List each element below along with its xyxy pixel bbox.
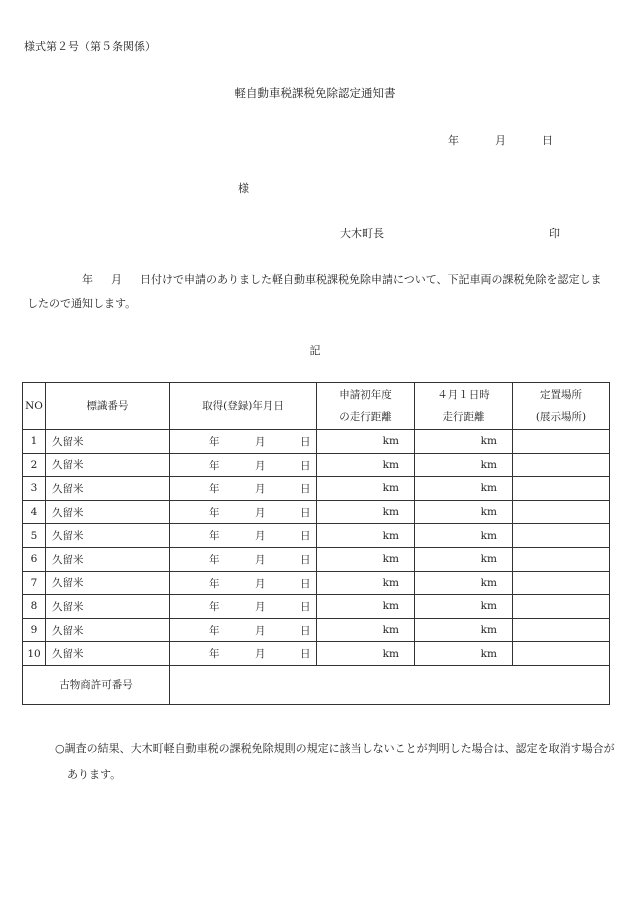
issue-date: [448, 132, 589, 148]
location-cell[interactable]: [513, 571, 610, 595]
plate-number[interactable]: 久留米: [46, 571, 170, 595]
day-unit: 日: [300, 577, 311, 590]
acquired-date[interactable]: [170, 595, 317, 619]
april-distance[interactable]: km: [415, 571, 513, 595]
body-year-unit: 年: [82, 273, 93, 286]
row-number: 3: [23, 477, 46, 501]
april-distance[interactable]: km: [415, 618, 513, 642]
month-unit: 月: [255, 483, 266, 496]
body-text: 日付けで申請のありました軽自動車税課税免除申請について、下記車両の課税免除を認定しましたので通知します。: [27, 273, 602, 310]
year-unit: 年: [209, 483, 220, 496]
location-cell[interactable]: [513, 500, 610, 524]
initial-distance[interactable]: km: [317, 618, 415, 642]
month-unit: 月: [255, 459, 266, 472]
table-header-row: [23, 383, 610, 430]
location-cell[interactable]: [513, 430, 610, 454]
month-unit: 月: [255, 648, 266, 661]
addressee-suffix: 様: [238, 182, 249, 195]
document-title: 軽自動車税課税免除認定通知書: [234, 86, 396, 100]
location-cell[interactable]: [513, 453, 610, 477]
year-unit: 年: [209, 459, 220, 472]
table-row: [23, 595, 610, 619]
plate-number[interactable]: 久留米: [46, 453, 170, 477]
year-unit: 年: [209, 506, 220, 519]
header-april-distance: [415, 383, 513, 430]
note: ○調査の結果、大木町軽自動車税の課税免除規則の規定に該当しないことが判明した場合は、認定を取消す場合があります。: [55, 742, 615, 781]
initial-distance[interactable]: km: [317, 500, 415, 524]
header-location-line1: 定置場所: [540, 389, 582, 401]
day-unit: 日: [300, 624, 311, 637]
day-unit: 日: [300, 506, 311, 519]
april-distance[interactable]: km: [415, 642, 513, 666]
plate-number[interactable]: 久留米: [46, 430, 170, 454]
acquired-date[interactable]: [170, 547, 317, 571]
april-distance[interactable]: km: [415, 524, 513, 548]
row-number: 10: [23, 642, 46, 666]
license-value[interactable]: [170, 665, 610, 704]
issuer-name: 大木町長: [340, 227, 384, 240]
header-plate: 標識番号: [46, 383, 170, 430]
acquired-date[interactable]: [170, 500, 317, 524]
license-label: 古物商許可番号: [23, 665, 170, 704]
plate-number[interactable]: 久留米: [46, 595, 170, 619]
table-row: [23, 571, 610, 595]
april-distance[interactable]: km: [415, 430, 513, 454]
row-number: 4: [23, 500, 46, 524]
table-row: [23, 430, 610, 454]
initial-distance[interactable]: km: [317, 453, 415, 477]
row-number: 5: [23, 524, 46, 548]
year-unit: 年: [209, 553, 220, 566]
year-unit: 年: [209, 436, 220, 448]
day-unit: 日: [300, 601, 311, 614]
month-unit: 月: [255, 577, 266, 590]
acquired-date[interactable]: [170, 477, 317, 501]
body-month-unit: 月: [111, 273, 122, 286]
table-row: [23, 642, 610, 666]
year-unit: 年: [209, 601, 220, 614]
month-unit: 月: [255, 601, 266, 614]
license-row: [23, 665, 610, 704]
april-distance[interactable]: km: [415, 595, 513, 619]
year-unit: 年: [209, 577, 220, 590]
acquired-date[interactable]: [170, 642, 317, 666]
ki-heading: 記: [309, 344, 321, 357]
table-row: [23, 524, 610, 548]
day-unit: 日: [300, 483, 311, 496]
body-paragraph: [27, 268, 612, 316]
acquired-date[interactable]: [170, 571, 317, 595]
row-number: 9: [23, 618, 46, 642]
row-number: 7: [23, 571, 46, 595]
table-row: [23, 618, 610, 642]
date-month-unit: 月: [495, 134, 506, 147]
day-unit: 日: [300, 648, 311, 661]
month-unit: 月: [255, 506, 266, 519]
year-unit: 年: [209, 624, 220, 637]
acquired-date[interactable]: [170, 524, 317, 548]
month-unit: 月: [255, 624, 266, 637]
header-acquired: 取得(登録)年月日: [170, 383, 317, 430]
table-row: [23, 500, 610, 524]
initial-distance[interactable]: km: [317, 524, 415, 548]
month-unit: 月: [255, 436, 266, 448]
year-unit: 年: [209, 530, 220, 543]
acquired-date[interactable]: [170, 618, 317, 642]
initial-distance[interactable]: km: [317, 430, 415, 454]
row-number: 2: [23, 453, 46, 477]
initial-distance[interactable]: km: [317, 477, 415, 501]
location-cell[interactable]: [513, 642, 610, 666]
header-location-line2: (展示場所): [535, 411, 587, 423]
initial-distance[interactable]: km: [317, 642, 415, 666]
location-cell[interactable]: [513, 618, 610, 642]
date-year-unit: 年: [448, 134, 459, 147]
plate-number[interactable]: 久留米: [46, 618, 170, 642]
table-row: [23, 477, 610, 501]
location-cell[interactable]: [513, 524, 610, 548]
initial-distance[interactable]: km: [317, 571, 415, 595]
location-cell[interactable]: [513, 547, 610, 571]
acquired-date[interactable]: [170, 453, 317, 477]
plate-number[interactable]: 久留米: [46, 524, 170, 548]
header-initial-distance: [317, 383, 415, 430]
seal-mark: 印: [549, 227, 560, 240]
row-number: 6: [23, 547, 46, 571]
april-distance[interactable]: km: [415, 453, 513, 477]
vehicle-table: [22, 382, 610, 705]
header-initial-distance-line2: の走行距離: [339, 411, 392, 423]
april-distance[interactable]: km: [415, 477, 513, 501]
day-unit: 日: [300, 436, 311, 448]
day-unit: 日: [300, 530, 311, 543]
date-day-unit: 日: [542, 134, 553, 147]
day-unit: 日: [300, 553, 311, 566]
plate-number[interactable]: 久留米: [46, 477, 170, 501]
header-no: NO: [23, 383, 46, 430]
header-initial-distance-line1: 申請初年度: [339, 389, 392, 401]
row-number: 8: [23, 595, 46, 619]
acquired-date[interactable]: [170, 430, 317, 454]
header-april-distance-line1: ４月１日時: [437, 389, 490, 401]
header-location: [513, 383, 610, 430]
month-unit: 月: [255, 530, 266, 543]
april-distance[interactable]: km: [415, 500, 513, 524]
initial-distance[interactable]: km: [317, 547, 415, 571]
header-april-distance-line2: 走行距離: [442, 411, 485, 423]
form-number: 様式第２号（第５条関係）: [24, 40, 156, 53]
year-unit: 年: [209, 648, 220, 661]
location-cell[interactable]: [513, 477, 610, 501]
april-distance[interactable]: km: [415, 547, 513, 571]
month-unit: 月: [255, 553, 266, 566]
plate-number[interactable]: 久留米: [46, 642, 170, 666]
initial-distance[interactable]: km: [317, 595, 415, 619]
plate-number[interactable]: 久留米: [46, 500, 170, 524]
table-row: [23, 453, 610, 477]
table-row: [23, 547, 610, 571]
day-unit: 日: [300, 459, 311, 472]
row-number: 1: [23, 430, 46, 454]
location-cell[interactable]: [513, 595, 610, 619]
plate-number[interactable]: 久留米: [46, 547, 170, 571]
